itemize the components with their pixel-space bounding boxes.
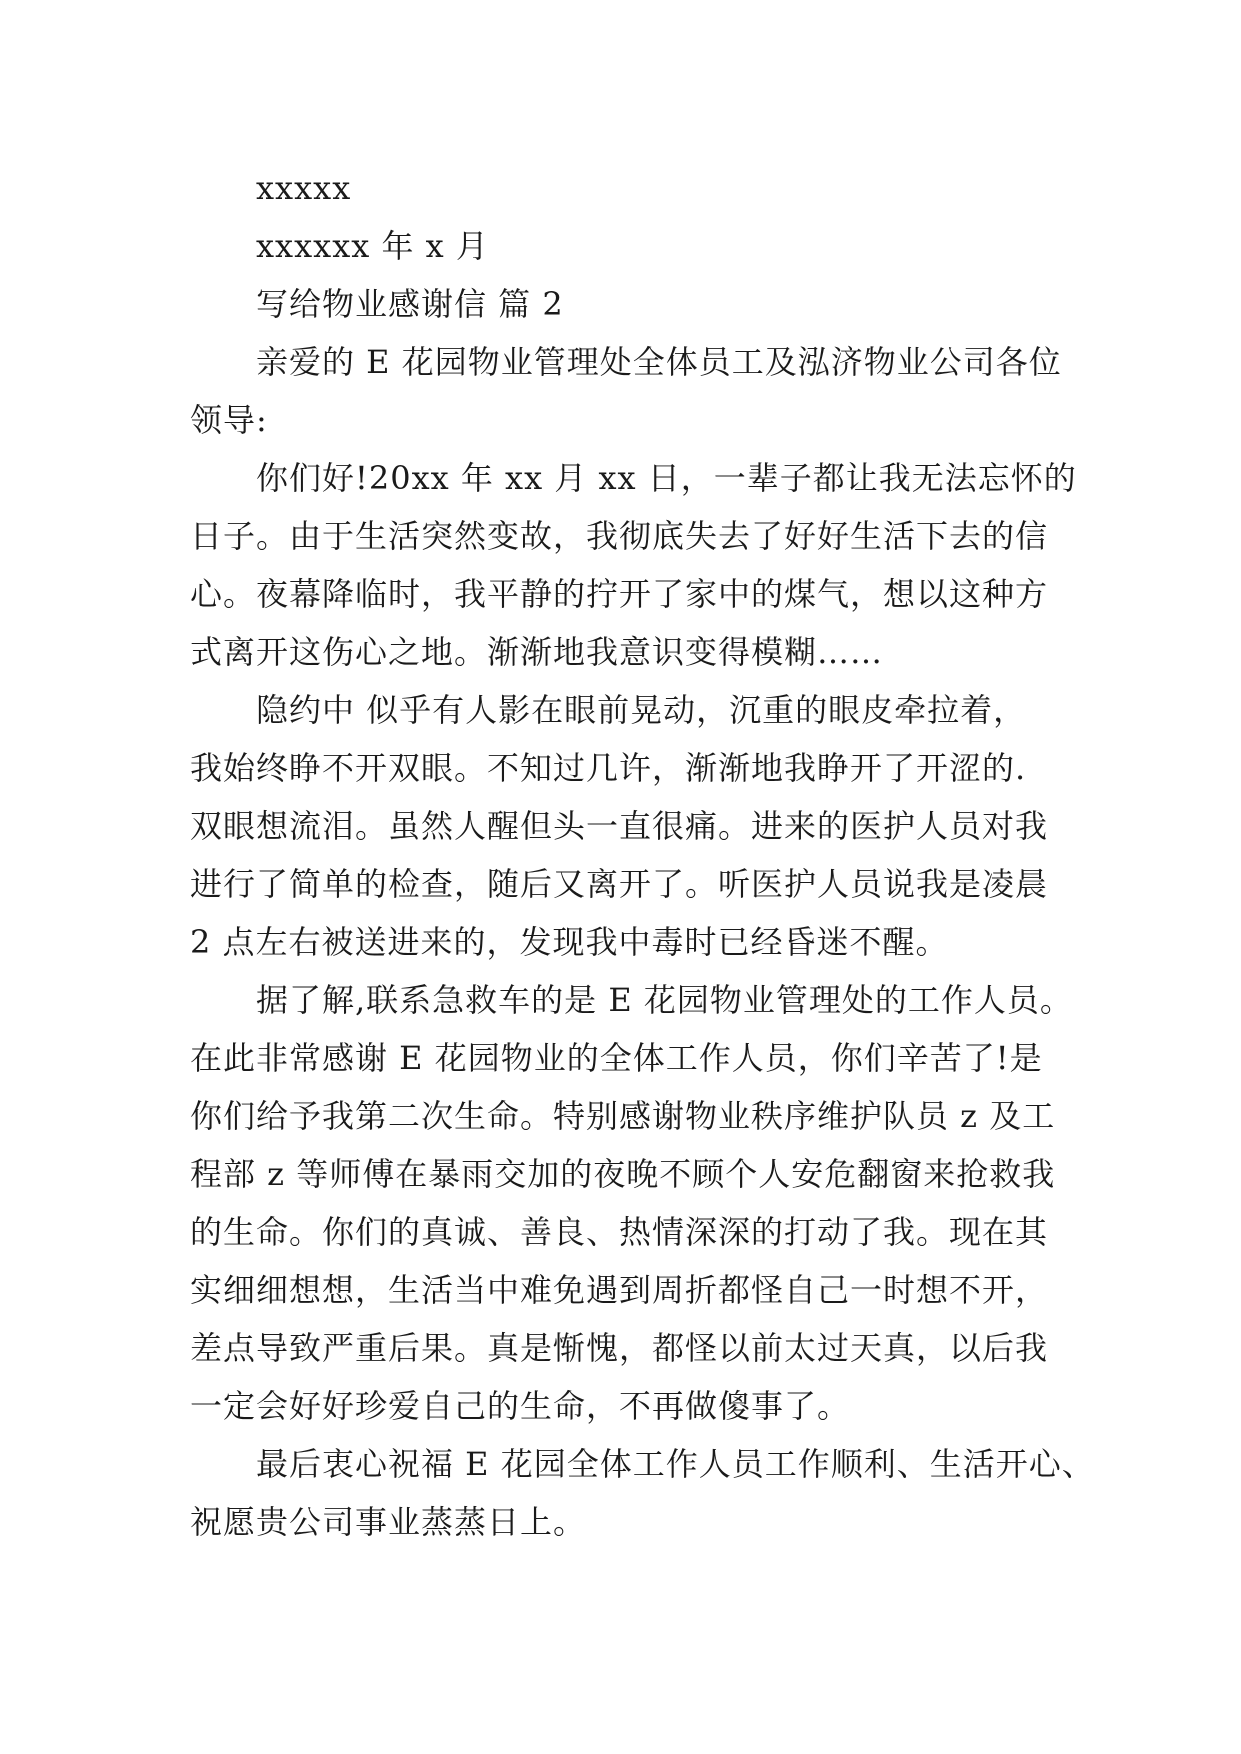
paragraph-line: 双眼想流泪。虽然人醒但头一直很痛。进来的医护人员对我 [190, 807, 1049, 845]
paragraph-line: 式离开这伤心之地。渐渐地我意识变得模糊…… [190, 633, 884, 671]
paragraph-line: 实细细想想，生活当中难免遇到周折都怪自己一时想不开， [190, 1271, 1049, 1309]
paragraph-line: 在此非常感谢 E 花园物业的全体工作人员，你们辛苦了!是 [190, 1039, 1043, 1077]
closing-line: 祝愿贵公司事业蒸蒸日上。 [190, 1503, 587, 1541]
signature-date: xxxxxx 年 x 月 [256, 227, 489, 265]
salutation-line: 领导: [190, 401, 268, 439]
paragraph-line: 你们好!20xx 年 xx 月 xx 日，一辈子都让我无法忘怀的 [256, 459, 1077, 497]
closing-line: 最后衷心祝福 E 花园全体工作人员工作顺利、生活开心、 [256, 1445, 1095, 1483]
paragraph-line: 差点导致严重后果。真是惭愧，都怪以前太过天真，以后我 [190, 1329, 1049, 1367]
paragraph-line: 心。夜幕降临时，我平静的拧开了家中的煤气，想以这种方 [190, 575, 1049, 613]
salutation-line: 亲爱的 E 花园物业管理处全体员工及泓济物业公司各位 [256, 343, 1062, 381]
signature-name: xxxxx [256, 169, 352, 207]
paragraph-line: 隐约中 似乎有人影在眼前晃动，沉重的眼皮牵拉着， [256, 691, 1027, 729]
paragraph-line: 据了解,联系急救车的是 E 花园物业管理处的工作人员。 [256, 981, 1073, 1019]
paragraph-line: 2 点左右被送进来的，发现我中毒时已经昏迷不醒。 [190, 923, 949, 961]
paragraph-line: 我始终睁不开双眼。不知过几许，渐渐地我睁开了开涩的. [190, 749, 1027, 787]
paragraph-line: 进行了简单的检查，随后又离开了。听医护人员说我是凌晨 [190, 865, 1049, 903]
paragraph-line: 程部 z 等师傅在暴雨交加的夜晚不顾个人安危翻窗来抢救我 [190, 1155, 1056, 1193]
section-title: 写给物业感谢信 篇 2 [256, 285, 564, 323]
paragraph-line: 日子。由于生活突然变故，我彻底失去了好好生活下去的信 [190, 517, 1049, 555]
paragraph-line: 一定会好好珍爱自己的生命，不再做傻事了。 [190, 1387, 851, 1425]
paragraph-line: 你们给予我第二次生命。特别感谢物业秩序维护队员 z 及工 [190, 1097, 1056, 1135]
paragraph-line: 的生命。你们的真诚、善良、热情深深的打动了我。现在其 [190, 1213, 1049, 1251]
